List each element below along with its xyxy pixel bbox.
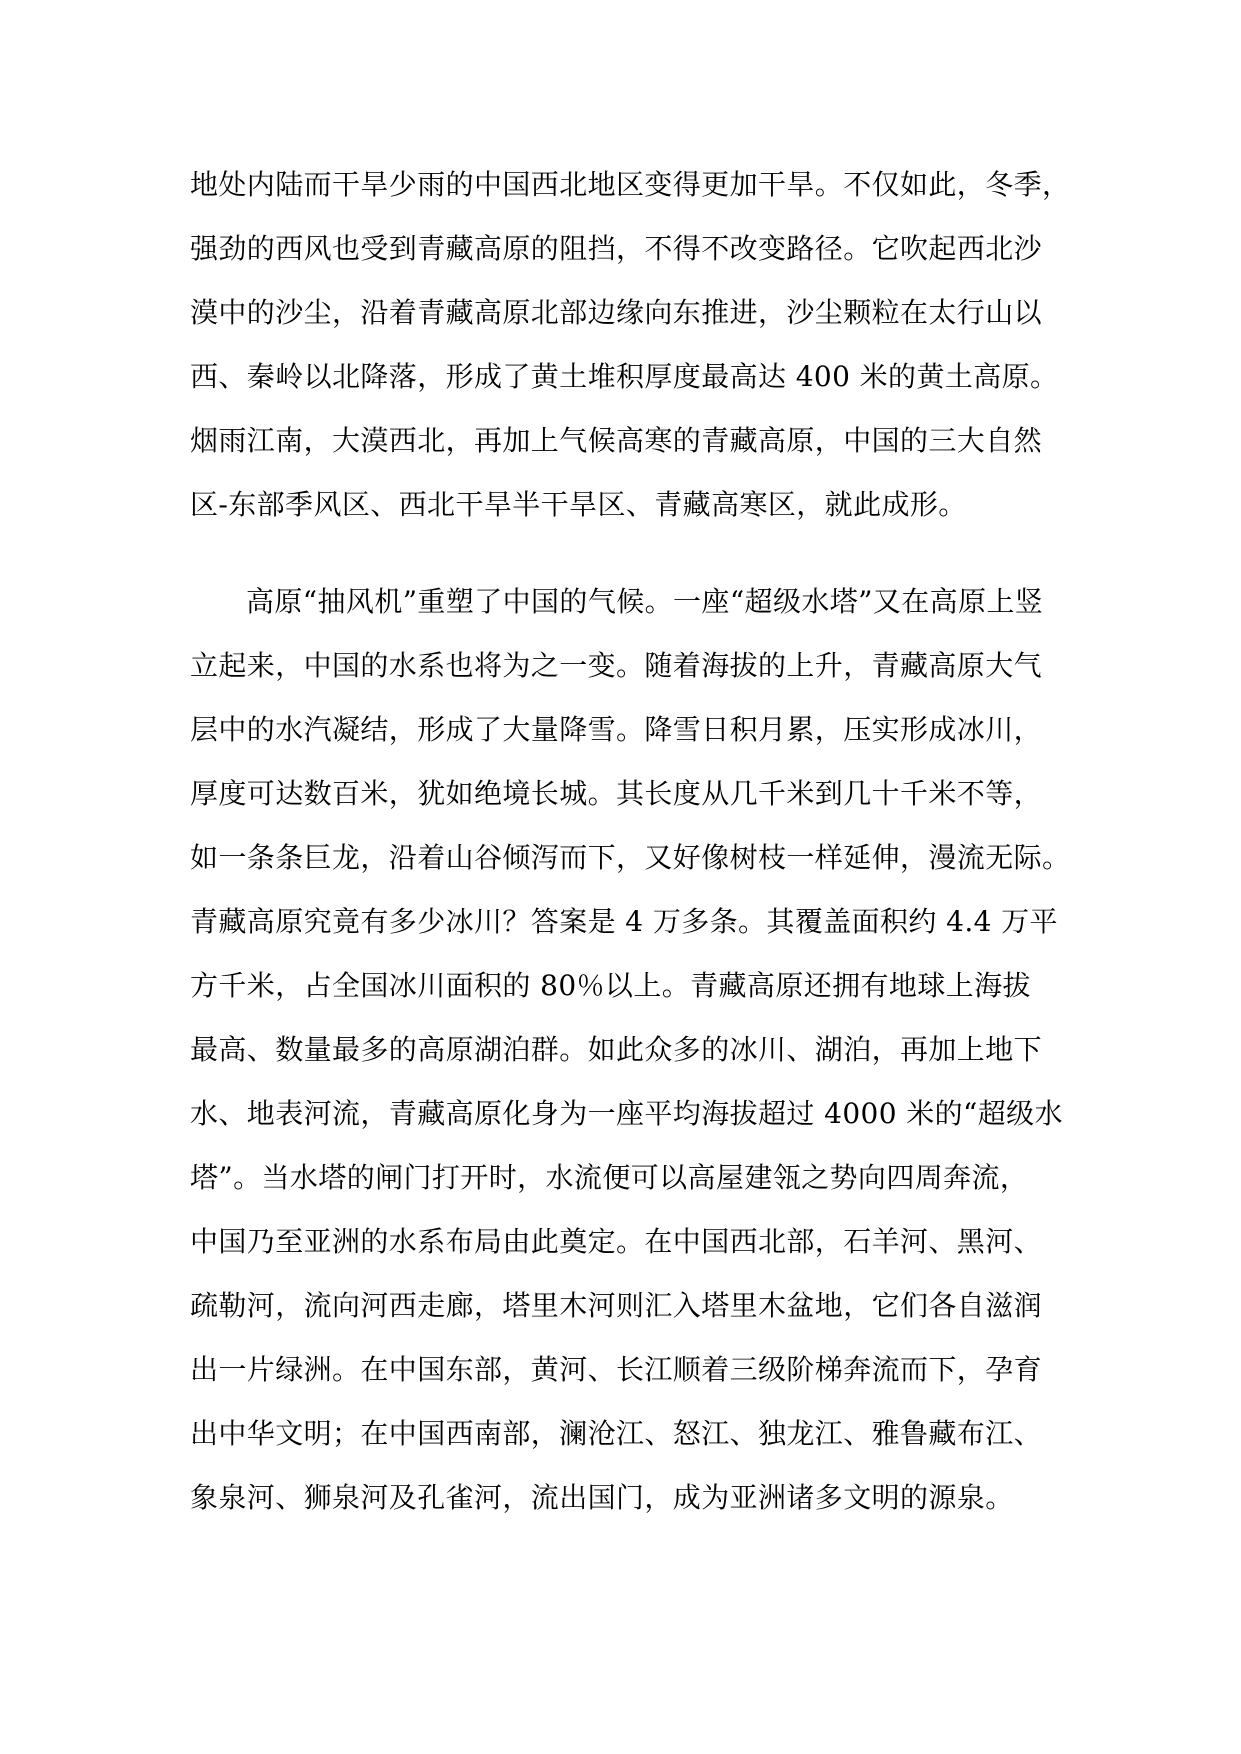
text-line: 水、地表河流，青藏高原化身为一座平均海拔超过 4000 米的“超级水 (190, 1097, 1063, 1130)
text-line: 层中的水汽凝结，形成了大量降雪。降雪日积月累，压实形成冰川， (190, 713, 1043, 746)
text-line: 方千米，占全国冰川面积的 80％以上。青藏高原还拥有地球上海拔 (190, 969, 1031, 1002)
text-line: 漠中的沙尘，沿着青藏高原北部边缘向东推进，沙尘颗粒在太行山以 (190, 296, 1043, 329)
text-line: 强劲的西风也受到青藏高原的阻挡，不得不改变路径。它吹起西北沙 (190, 232, 1043, 265)
text-line: 地处内陆而干旱少雨的中国西北地区变得更加干旱。不仅如此，冬季， (190, 168, 1071, 201)
text-line: 厚度可达数百米，犹如绝境长城。其长度从几千米到几十千米不等， (190, 777, 1043, 810)
text-line: 西、秦岭以北降落，形成了黄土堆积厚度最高达 400 米的黄土高原。 (190, 360, 1059, 393)
text-line: 如一条条巨龙，沿着山谷倾泻而下，又好像树枝一样延伸，漫流无际。 (190, 841, 1071, 874)
text-line: 最高、数量最多的高原湖泊群。如此众多的冰川、湖泊，再加上地下 (190, 1033, 1043, 1066)
text-line: 出中华文明；在中国西南部，澜沧江、怒江、独龙江、雅鲁藏布江、 (190, 1417, 1043, 1450)
text-line: 青藏高原究竟有多少冰川？答案是 4 万多条。其覆盖面积约 4.4 万平 (190, 905, 1058, 938)
text-line: 出一片绿洲。在中国东部，黄河、长江顺着三级阶梯奔流而下，孕育 (190, 1353, 1043, 1386)
text-line: 疏勒河，流向河西走廊，塔里木河则汇入塔里木盆地，它们各自滋润 (190, 1289, 1043, 1322)
text-line: 区-东部季风区、西北干旱半干旱区、青藏高寒区，就此成形。 (190, 488, 967, 521)
text-line: 塔”。当水塔的闸门打开时，水流便可以高屋建瓴之势向四周奔流， (190, 1161, 1029, 1194)
text-line: 烟雨江南，大漠西北，再加上气候高寒的青藏高原，中国的三大自然 (190, 424, 1043, 457)
text-line: 高原“抽风机”重塑了中国的气候。一座“超级水塔”又在高原上竖 (246, 585, 1044, 618)
text-line: 中国乃至亚洲的水系布局由此奠定。在中国西北部，石羊河、黑河、 (190, 1225, 1043, 1258)
text-line: 立起来，中国的水系也将为之一变。随着海拔的上升，青藏高原大气 (190, 649, 1043, 682)
text-line: 象泉河、狮泉河及孔雀河，流出国门，成为亚洲诸多文明的源泉。 (190, 1481, 1014, 1514)
